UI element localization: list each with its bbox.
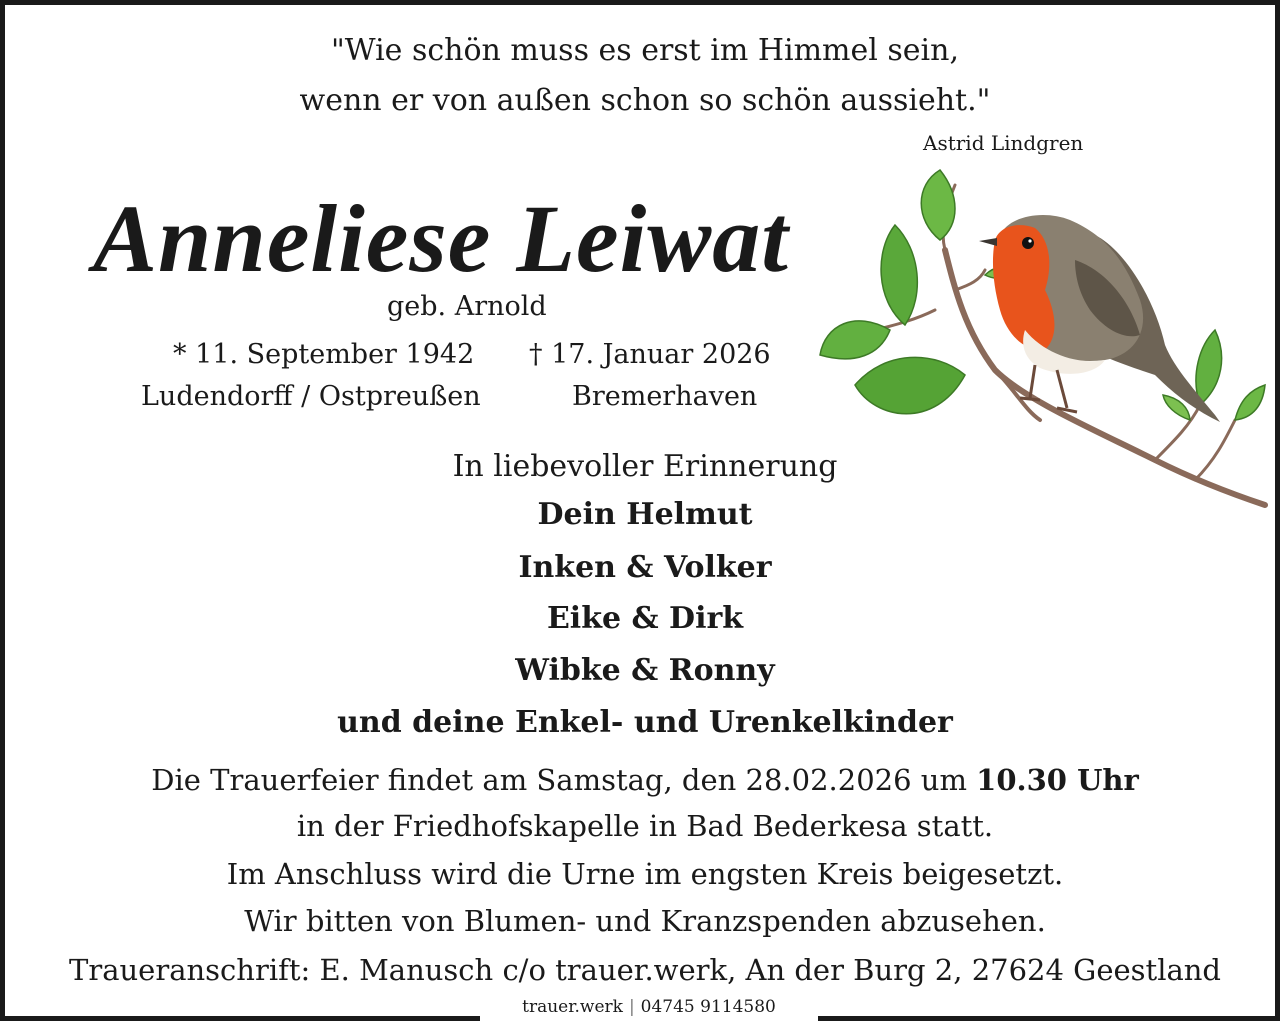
death-place: Bremerhaven <box>572 381 758 412</box>
ceremony-line-3: Im Anschluss wird die Urne im engsten Kreis beigesetzt. <box>226 857 1064 891</box>
mourner-name: Inken & Volker <box>518 550 772 585</box>
quote-line-1: "Wie schön muss es erst im Himmel sein, <box>330 33 959 68</box>
birth-name: geb. Arnold <box>387 291 547 322</box>
quote-line-2: wenn er von außen schon so schön aussieht." <box>299 83 991 118</box>
death-date: † 17. Januar 2026 <box>529 339 771 370</box>
footer-phone: 04745 9114580 <box>640 997 776 1017</box>
ceremony-time: 10.30 Uhr <box>976 763 1139 797</box>
deceased-name: Anneliese Leiwat <box>93 185 789 292</box>
birth-place: Ludendorff / Ostpreußen <box>141 381 481 412</box>
ceremony-date-text: Die Trauerfeier findet am Samstag, den 28.02.2026 um <box>151 763 977 797</box>
quote-author: Astrid Lindgren <box>923 131 1084 155</box>
footer-brand: trauer.werk <box>522 997 623 1017</box>
mourners-intro: In liebevoller Erinnerung <box>452 449 838 484</box>
ceremony-line-4: Wir bitten von Blumen- und Kranzspenden abzusehen. <box>244 904 1046 938</box>
mourning-address: Traueranschrift: E. Manusch c/o trauer.werk, An der Burg 2, 27624 Geestland <box>69 953 1221 987</box>
ceremony-line-1 <box>5 763 1280 797</box>
mourner-name: Wibke & Ronny <box>515 653 775 688</box>
mourner-name: Dein Helmut <box>537 497 753 532</box>
mourner-name: Eike & Dirk <box>546 601 744 636</box>
mourner-name: und deine Enkel- und Urenkelkinder <box>337 705 953 740</box>
ceremony-line-2: in der Friedhofskapelle in Bad Bederkesa statt. <box>296 809 994 843</box>
footer-imprint <box>480 993 818 1021</box>
footer-separator: | <box>628 997 635 1017</box>
birth-date: * 11. September 1942 <box>173 339 475 370</box>
